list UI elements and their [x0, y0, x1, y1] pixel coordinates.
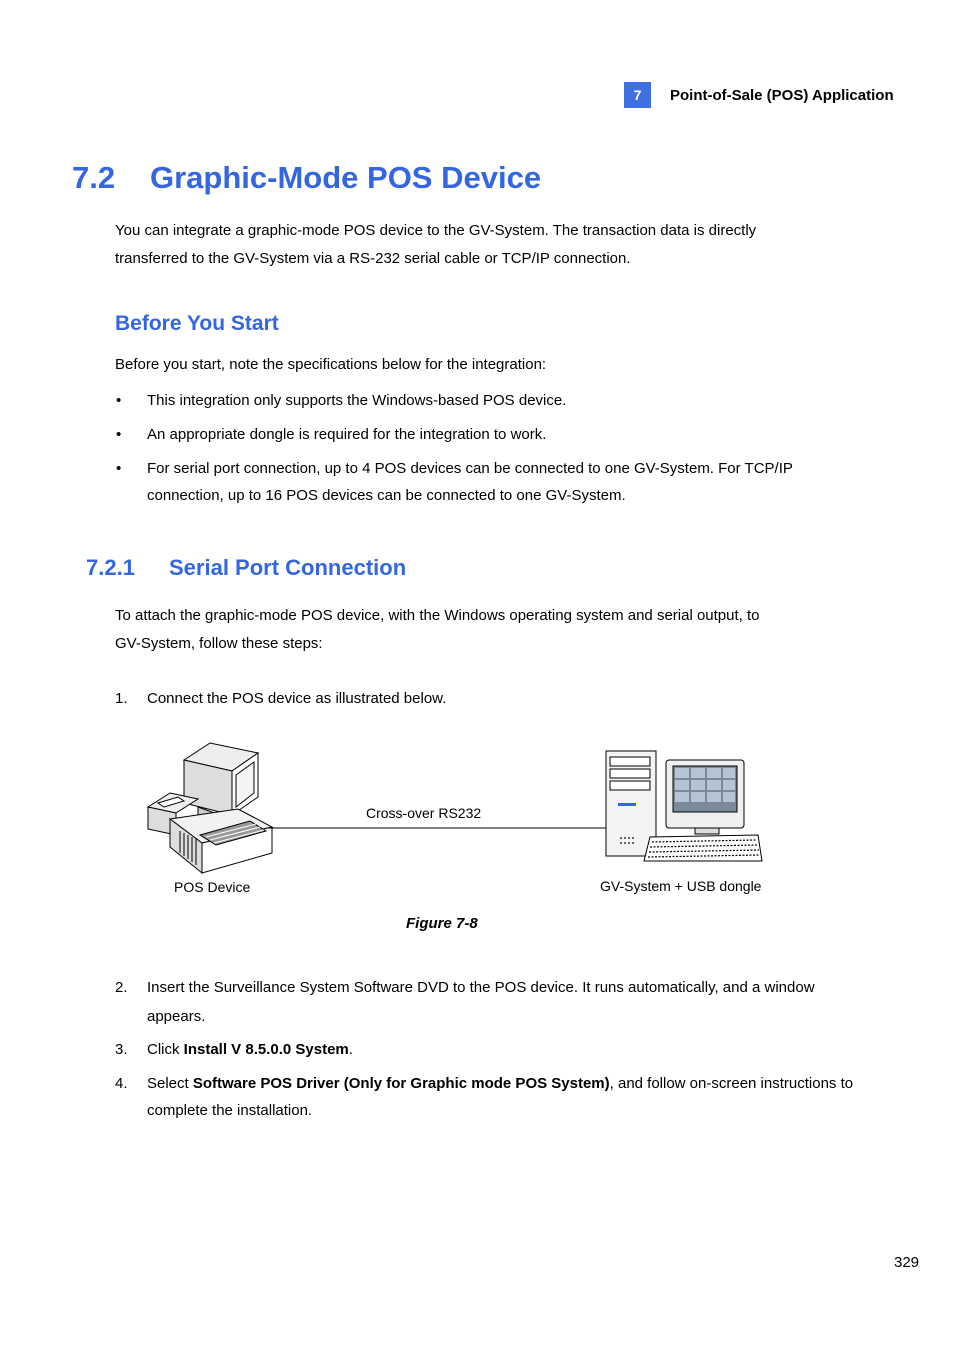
section-intro-line: transferred to the GV-System via a RS-232 serial cable or TCP/IP connection. — [115, 250, 631, 267]
bullet-icon: • — [116, 426, 122, 443]
section-number: 7.2 — [72, 160, 116, 195]
section-intro-line: You can integrate a graphic-mode POS device to the GV-System. The transaction data is directly — [115, 222, 757, 239]
subsection-heading — [86, 555, 406, 581]
section-intro — [115, 217, 855, 273]
step-text: Click — [147, 1041, 184, 1058]
bullet-icon: • — [116, 460, 122, 477]
subsection-number: 7.2.1 — [86, 555, 135, 580]
step-number: 1. — [115, 690, 128, 707]
step-number: 4. — [115, 1075, 128, 1092]
pos-device-label: POS Device — [174, 879, 251, 895]
before-you-start-heading: Before You Start — [115, 312, 279, 335]
page-number: 329 — [894, 1254, 920, 1271]
subsection-intro — [115, 602, 855, 658]
list-item-text: An appropriate dongle is required for the integration to work. — [147, 426, 547, 443]
chapter-title: Point-of-Sale (POS) Application — [670, 87, 894, 104]
step-text: Insert the Surveillance System Software DVD to the POS device. It runs automatically, and a window appears. — [147, 979, 815, 1025]
step-item — [115, 1036, 857, 1063]
subsection-intro-line: GV-System, follow these steps: — [115, 635, 323, 652]
step-emphasis: Install V 8.5.0.0 System — [183, 1041, 349, 1058]
list-item-text: This integration only supports the Windows-based POS device. — [147, 392, 567, 409]
step-text: Connect the POS device as illustrated below. — [147, 690, 447, 707]
subsection-intro-line: To attach the graphic-mode POS device, with the Windows operating system and serial output, to — [115, 607, 760, 624]
step-number: 3. — [115, 1041, 128, 1058]
list-item — [116, 387, 857, 414]
list-item-text: For serial port connection, up to 4 POS devices can be connected to one GV-System. For TCP/IP connection, up to 16 POS devices can be connected to one GV-System. — [147, 460, 793, 504]
pos-device-icon — [148, 743, 272, 873]
cable-label: Cross-over RS232 — [366, 805, 482, 821]
step-item — [115, 1070, 857, 1124]
step-text: , and follow on-screen instructions to complete the installation. — [147, 1075, 854, 1119]
step-text: . — [348, 1041, 353, 1058]
step-text: Select — [147, 1075, 193, 1092]
chapter-number-badge: 7 — [624, 82, 651, 108]
section-title: Graphic-Mode POS Device — [150, 160, 542, 195]
step-number: 2. — [115, 979, 128, 996]
step-item — [115, 973, 857, 1031]
subsection-title: Serial Port Connection — [169, 555, 407, 580]
before-you-start-lead: Before you start, note the specifications below for the integration: — [115, 356, 547, 373]
section-heading — [72, 160, 541, 196]
list-item — [116, 421, 857, 448]
step-emphasis: Software POS Driver (Only for Graphic mode POS System) — [192, 1075, 610, 1092]
gv-system-label: GV-System + USB dongle — [600, 878, 762, 894]
list-item — [116, 455, 857, 509]
bullet-icon: • — [116, 392, 122, 409]
gv-system-icon — [606, 751, 762, 861]
figure-caption: Figure 7-8 — [406, 915, 478, 932]
step-item — [115, 685, 857, 712]
